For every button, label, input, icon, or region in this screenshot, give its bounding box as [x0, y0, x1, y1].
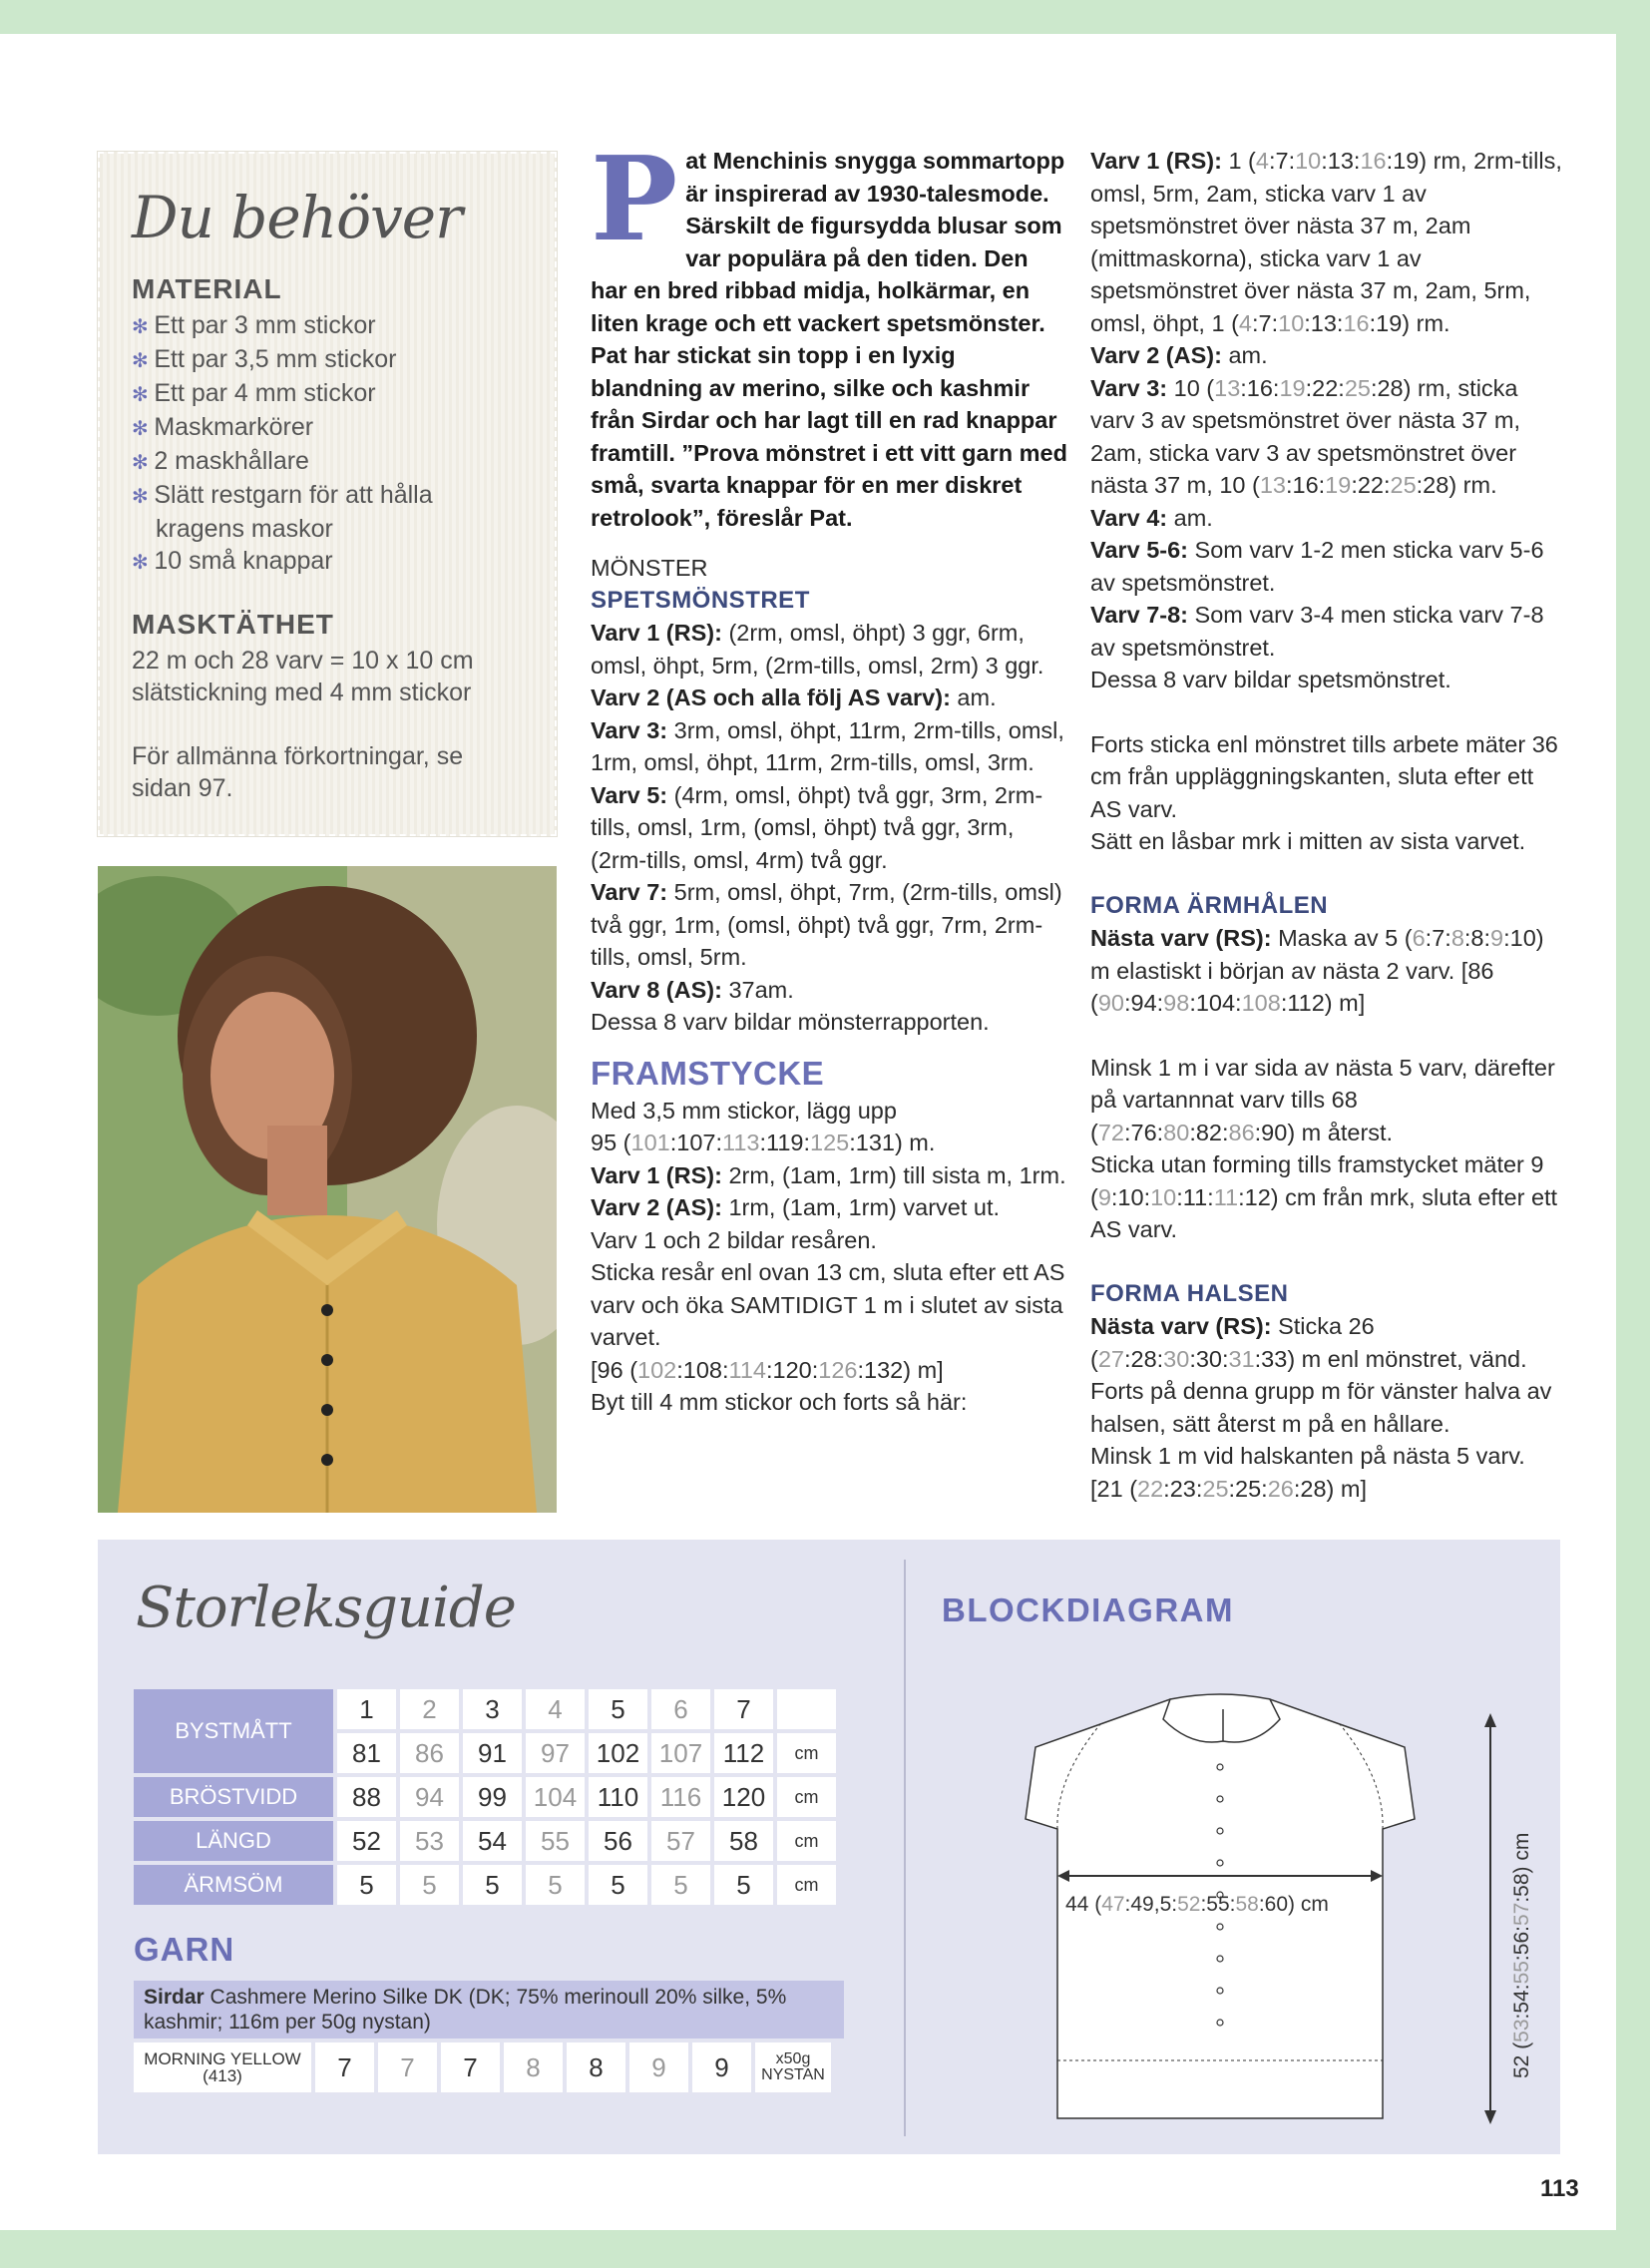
block-diagram: [996, 1669, 1534, 2128]
marker-text: Sätt en låsbar mrk i mitten av sista varvet.: [1090, 828, 1526, 854]
neck-count: [21 (22:23:25:25:26:28) m]: [1090, 1475, 1367, 1502]
pattern-row: Varv 5: (4rm, omsl, öhpt) två ggr, 3rm, 2rm-tills, omsl, 1rm, (omsl, öhpt) två ggr, 3rm, (2rm-tills, omsl, 4rm) två ggr.: [591, 781, 1043, 873]
intro-paragraph: Pat Menchinis snygga sommartopp är inspirerad av 1930-talesmode. Särskilt de figursydda blusar som var populära på den tiden. Den har en bred ribbad midja, holkärmar, en liten krage och ett vackert spetsmönster. Pat har stickat sin topp i en lyxig blandning av merino, silke och kashmir från Sirdar och har lagt till en rad knappar framtill. ”Prova mönstret i ett vitt garn med små, svarta knappar för en mer diskret retrolook”, föreslår Pat.: [591, 132, 1067, 531]
straight-text: Sticka utan forming tills framstycket mäter 9 (9:10:10:11:11:12) cm från mrk, sluta efter ett AS varv.: [1090, 1151, 1558, 1242]
continue-text: Forts sticka enl mönstret tills arbete mäter 36 cm från uppläggningskanten, sluta efter ett AS varv.: [1090, 730, 1558, 822]
instructions-column-2: [1090, 145, 1567, 1505]
pattern-label: MÖNSTER: [591, 555, 708, 581]
row-label: BYSTMÅTT: [134, 1689, 333, 1773]
size-table: [130, 1685, 840, 1909]
instructions-column-1: [591, 132, 1067, 1419]
cast-on-counts: 95 (101:107:113:119:125:131) m.: [591, 1130, 936, 1155]
drop-cap: P: [591, 132, 678, 267]
yarn-table: [130, 2039, 835, 2096]
front-cast-on: Med 3,5 mm stickor, lägg upp: [591, 1097, 897, 1124]
pattern-row: Varv 3: 3rm, omsl, öhpt, 11rm, 2rm-tills, omsl, 1rm, omsl, öhpt, 11rm, 2rm-tills, omsl, 3rm.: [591, 716, 1064, 775]
front-heading: FRAMSTYCKE: [591, 1054, 825, 1092]
table-row: BRÖSTVIDD 88 94 99 104 110 116 120 cm: [134, 1777, 836, 1817]
row-label: BRÖSTVIDD: [134, 1777, 333, 1817]
neck-heading: FORMA HALSEN: [1090, 1279, 1289, 1307]
list-item: ✻ 10 små knappar: [132, 545, 523, 579]
length-label: 52 (53:54:55:56:57:58) cm: [1510, 1832, 1533, 2078]
list-item: ✻ 2 maskhållare: [132, 445, 523, 479]
yarn-color: MORNING YELLOW (413): [134, 2042, 311, 2092]
neck-continue: Forts på denna grupp m för vänster halva av halsen, sätt återst m på en hållare.: [1090, 1378, 1552, 1437]
front-row-2: Varv 2 (AS): 1rm, (1am, 1rm) varvet ut.: [591, 1194, 1001, 1220]
lace-heading: SPETSMÖNSTRET: [591, 586, 810, 614]
rib-note: Varv 1 och 2 bildar resåren.: [591, 1226, 877, 1253]
gauge-heading: MASKTÄTHET: [132, 609, 334, 640]
decrease-text: Minsk 1 m i var sida av nästa 5 varv, därefter på vartannnat varv tills 68 (72:76:80:82:86:90) m återst.: [1090, 1054, 1555, 1145]
row-label: LÄNGD: [134, 1821, 333, 1861]
yarn-description: Sirdar Cashmere Merino Silke DK (DK; 75% merinoull 20% silke, 5% kashmir; 116m per 50g nystan): [134, 1981, 844, 2039]
table-row: BYSTMÅTT 1 2 3 4 5 6 7: [134, 1689, 836, 1729]
row-3: Varv 3: 10 (13:16:19:22:25:28) rm, sticka varv 3 av spetsmönstret över nästa 37 m, 2am, sticka varv 3 av spetsmönstret över nästa 37 m, 10 (13:16:19:22:25:28) rm.: [1090, 374, 1521, 498]
row-7-8: Varv 7-8: Som varv 3-4 men sticka varv 7-8 av spetsmönstret.: [1090, 602, 1544, 661]
yarn-heading: GARN: [134, 1931, 235, 1968]
row-label: ÄRMSÖM: [134, 1865, 333, 1905]
row-2: Varv 2 (AS): am.: [1090, 342, 1268, 368]
neck-decrease: Minsk 1 m vid halskanten på nästa 5 varv.: [1090, 1443, 1525, 1469]
size-guide-panel: [98, 1540, 1560, 2154]
materials-panel: [98, 152, 557, 836]
list-item: ✻ Maskmarkörer: [132, 411, 523, 445]
pattern-row: Varv 2 (AS och alla följ AS varv): am.: [591, 684, 997, 710]
list-item: ✻ Slätt restgarn för att hålla kragens maskor: [132, 479, 523, 545]
table-row: LÄNGD 52 53 54 55 56 57 58 cm: [134, 1821, 836, 1861]
change-needles: Byt till 4 mm stickor och forts så här:: [591, 1389, 968, 1415]
abbrev-text: För allmänna förkortningar, se sidan 97.: [132, 742, 464, 802]
table-row: 81 86 91 97 102 107 112 cm: [134, 1733, 836, 1773]
pattern-row: Varv 7: 5rm, omsl, öhpt, 7rm, (2rm-tills, omsl) två ggr, 1rm, (omsl, öhpt) två ggr, 7rm, 2rm-tills, omsl, 5rm.: [591, 879, 1062, 970]
yarn-unit: x50g NYSTAN: [755, 2042, 831, 2092]
front-row-1: Varv 1 (RS): 2rm, (1am, 1rm) till sista m, 1rm.: [591, 1161, 1066, 1188]
blockdiagram-heading: BLOCKDIAGRAM: [942, 1591, 1234, 1628]
pattern-row: Varv 1 (RS): (2rm, omsl, öhpt) 3 ggr, 6rm, omsl, öhpt, 5rm, (2rm-tills, omsl, 2rm) 3 ggr.: [591, 620, 1044, 679]
model-photo-illustration: [98, 866, 557, 1513]
page-number: 113: [1540, 2175, 1579, 2202]
armhole-row: Nästa varv (RS): Maska av 5 (6:7:8:8:9:10) m elastiskt i början av nästa 2 varv. [86 (90:94:98:104:108:112) m]: [1090, 925, 1544, 1016]
count-after-rib: [96 (102:108:114:120:126:132) m]: [591, 1356, 944, 1383]
armhole-heading: FORMA ÄRMHÅLEN: [1090, 891, 1329, 919]
rows-summary: Dessa 8 varv bildar spetsmönstret.: [1090, 667, 1451, 692]
list-item: ✻ Ett par 3 mm stickor: [132, 309, 523, 343]
list-item: ✻ Ett par 4 mm stickor: [132, 377, 523, 411]
materials-list: [132, 309, 523, 579]
table-row: ÄRMSÖM 5 5 5 5 5 5 5 cm: [134, 1865, 836, 1905]
yarn-section: [134, 1981, 844, 2096]
table-row: MORNING YELLOW (413) 7 7 7 8 8 9 9 x50g NYSTAN: [134, 2042, 831, 2092]
row-5-6: Varv 5-6: Som varv 1-2 men sticka varv 5-6 av spetsmönstret.: [1090, 537, 1544, 596]
row-4: Varv 4: am.: [1090, 504, 1213, 531]
materials-title: Du behöver: [132, 184, 462, 251]
list-item: ✻ Ett par 3,5 mm stickor: [132, 343, 523, 377]
width-label: 44 (47:49,5:52:55:58:60) cm: [1065, 1893, 1329, 1916]
rib-instructions: Sticka resår enl ovan 13 cm, sluta efter ett AS varv och öka SAMTIDIGT 1 m i slutet av sista varvet.: [591, 1259, 1065, 1350]
model-photo: [98, 866, 557, 1513]
pattern-summary: Dessa 8 varv bildar mönsterrapporten.: [591, 1009, 990, 1035]
pattern-row: Varv 8 (AS): 37am.: [591, 976, 794, 1003]
gauge-text: 22 m och 28 varv = 10 x 10 cm slätstickning med 4 mm stickor: [132, 647, 474, 706]
row-1: Varv 1 (RS): 1 (4:7:10:13:16:19) rm, 2rm-tills, omsl, 5rm, 2am, sticka varv 1 av spetsmönstret över nästa 37 m, 2am (mittmaskorna), sticka varv 1 av spetsmönstret över nästa 37 m, 2am, 5rm, omsl, öhpt, 1 (4:7:10:13:16:19) rm.: [1090, 148, 1562, 336]
size-guide-title: Storleksguide: [136, 1576, 516, 1640]
divider: [904, 1560, 906, 2136]
neck-row: Nästa varv (RS): Sticka 26 (27:28:30:30:31:33) m enl mönstret, vänd.: [1090, 1313, 1527, 1372]
material-heading: MATERIAL: [132, 273, 282, 304]
